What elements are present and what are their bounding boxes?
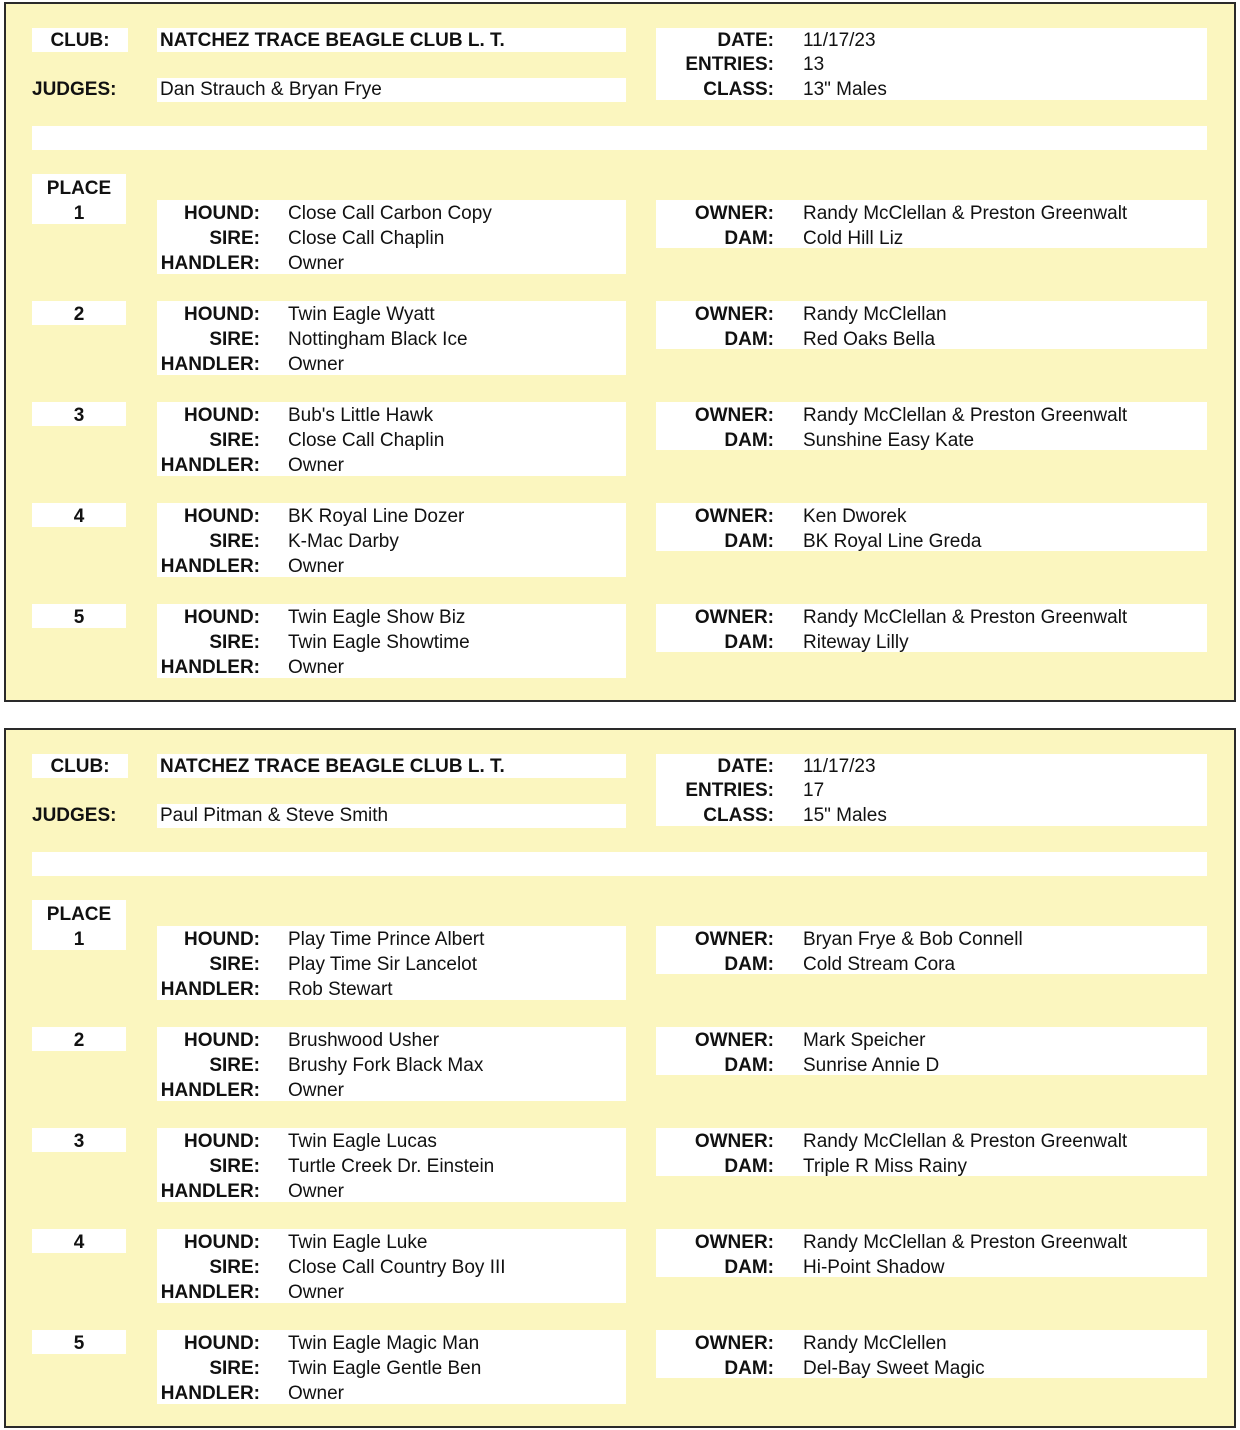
hound-label: HOUND:	[184, 203, 260, 224]
sire-name: K-Mac Darby	[288, 531, 399, 552]
owner-label: OWNER:	[694, 1131, 774, 1152]
entries-label: ENTRIES:	[685, 54, 774, 75]
dam-name: Sunshine Easy Kate	[803, 430, 975, 451]
hound-name: Bub's Little Hawk	[288, 405, 434, 426]
class-label: CLASS:	[703, 805, 774, 826]
place-number: 2	[73, 304, 85, 325]
placement-row	[6, 604, 1234, 684]
dam-name: Cold Stream Cora	[803, 954, 956, 975]
owner-name: Randy McClellan & Preston Greenwalt	[803, 405, 1128, 426]
hound-name: Twin Eagle Wyatt	[288, 304, 435, 325]
hound-name: Twin Eagle Lucas	[288, 1131, 437, 1152]
handler-label: HANDLER:	[160, 979, 260, 1000]
sire-label: SIRE:	[209, 228, 260, 249]
handler-label: HANDLER:	[160, 1383, 260, 1404]
owner-name: Randy McClellan & Preston Greenwalt	[803, 203, 1128, 224]
owner-name: Randy McClellan	[803, 304, 947, 325]
date-value: 11/17/23	[803, 30, 876, 51]
handler-name: Owner	[288, 455, 344, 476]
hound-name: Play Time Prince Albert	[288, 929, 485, 950]
place-header: PLACE	[46, 904, 112, 925]
owner-label: OWNER:	[694, 929, 774, 950]
sire-label: SIRE:	[209, 1358, 260, 1379]
place-number: 5	[73, 1333, 85, 1354]
placement-row	[6, 1027, 1234, 1107]
hound-name: Twin Eagle Magic Man	[288, 1333, 480, 1354]
place-number: 2	[73, 1030, 85, 1051]
separator-bar	[32, 852, 1207, 876]
entries-value: 13	[803, 54, 825, 75]
place-number: 3	[73, 1131, 85, 1152]
dam-label: DAM:	[724, 1055, 774, 1076]
sire-name: Close Call Chaplin	[288, 430, 445, 451]
placement-row	[6, 200, 1234, 280]
handler-name: Owner	[288, 556, 344, 577]
place-number: 4	[73, 506, 85, 527]
place-number: 1	[73, 203, 85, 224]
club-name: NATCHEZ TRACE BEAGLE CLUB L. T.	[160, 756, 505, 777]
owner-label: OWNER:	[694, 1232, 774, 1253]
entries-value: 17	[803, 780, 825, 801]
sire-label: SIRE:	[209, 329, 260, 350]
dam-label: DAM:	[724, 430, 774, 451]
placement-row	[6, 1128, 1234, 1208]
handler-label: HANDLER:	[160, 556, 260, 577]
hound-name: Close Call Carbon Copy	[288, 203, 492, 224]
handler-label: HANDLER:	[160, 354, 260, 375]
owner-name: Randy McClellan & Preston Greenwalt	[803, 1131, 1128, 1152]
sire-name: Nottingham Black Ice	[288, 329, 468, 350]
dam-name: Hi-Point Shadow	[803, 1257, 945, 1278]
sire-name: Play Time Sir Lancelot	[288, 954, 478, 975]
place-header: PLACE	[46, 178, 112, 199]
owner-name: Mark Speicher	[803, 1030, 926, 1051]
owner-name: Randy McClellan & Preston Greenwalt	[803, 607, 1128, 628]
sire-label: SIRE:	[209, 430, 260, 451]
placement-row	[6, 926, 1234, 1006]
dam-name: Sunrise Annie D	[803, 1055, 940, 1076]
sire-name: Turtle Creek Dr. Einstein	[288, 1156, 495, 1177]
result-card-13-inch-males	[4, 2, 1236, 702]
sire-name: Twin Eagle Gentle Ben	[288, 1358, 482, 1379]
result-card-15-inch-males	[4, 728, 1236, 1428]
handler-name: Owner	[288, 657, 344, 678]
judges-label: JUDGES:	[32, 79, 117, 100]
handler-label: HANDLER:	[160, 253, 260, 274]
dam-label: DAM:	[724, 1257, 774, 1278]
judges-names: Paul Pitman & Steve Smith	[160, 805, 389, 826]
dam-label: DAM:	[724, 1358, 774, 1379]
hound-name: Twin Eagle Show Biz	[288, 607, 466, 628]
hound-label: HOUND:	[184, 1232, 260, 1253]
owner-name: Bryan Frye & Bob Connell	[803, 929, 1023, 950]
hound-label: HOUND:	[184, 405, 260, 426]
owner-label: OWNER:	[694, 304, 774, 325]
placement-row	[6, 402, 1234, 482]
dam-name: Triple R Miss Rainy	[803, 1156, 967, 1177]
sire-label: SIRE:	[209, 531, 260, 552]
dam-name: Cold Hill Liz	[803, 228, 904, 249]
dam-label: DAM:	[724, 632, 774, 653]
place-number: 3	[73, 405, 85, 426]
date-label: DATE:	[717, 30, 774, 51]
date-label: DATE:	[717, 756, 774, 777]
owner-label: OWNER:	[694, 203, 774, 224]
dam-label: DAM:	[724, 1156, 774, 1177]
handler-name: Owner	[288, 354, 344, 375]
sire-label: SIRE:	[209, 1055, 260, 1076]
handler-name: Owner	[288, 253, 344, 274]
placement-row	[6, 1229, 1234, 1309]
owner-label: OWNER:	[694, 1333, 774, 1354]
hound-label: HOUND:	[184, 1333, 260, 1354]
handler-name: Owner	[288, 1282, 344, 1303]
hound-label: HOUND:	[184, 929, 260, 950]
handler-label: HANDLER:	[160, 1080, 260, 1101]
judges-label: JUDGES:	[32, 805, 117, 826]
hound-name: Brushwood Usher	[288, 1030, 440, 1051]
owner-label: OWNER:	[694, 607, 774, 628]
handler-name: Rob Stewart	[288, 979, 393, 1000]
handler-name: Owner	[288, 1080, 344, 1101]
sire-label: SIRE:	[209, 632, 260, 653]
class-value: 13" Males	[803, 79, 887, 100]
hound-label: HOUND:	[184, 607, 260, 628]
owner-label: OWNER:	[694, 506, 774, 527]
place-number: 5	[73, 607, 85, 628]
handler-label: HANDLER:	[160, 455, 260, 476]
owner-label: OWNER:	[694, 1030, 774, 1051]
handler-name: Owner	[288, 1383, 344, 1404]
dam-label: DAM:	[724, 954, 774, 975]
sire-label: SIRE:	[209, 1257, 260, 1278]
hound-label: HOUND:	[184, 1030, 260, 1051]
club-name: NATCHEZ TRACE BEAGLE CLUB L. T.	[160, 30, 505, 51]
placement-row	[6, 503, 1234, 583]
handler-label: HANDLER:	[160, 657, 260, 678]
sire-label: SIRE:	[209, 954, 260, 975]
hound-label: HOUND:	[184, 304, 260, 325]
owner-name: Randy McClellan & Preston Greenwalt	[803, 1232, 1128, 1253]
dam-name: Del-Bay Sweet Magic	[803, 1358, 985, 1379]
hound-name: Twin Eagle Luke	[288, 1232, 428, 1253]
date-value: 11/17/23	[803, 756, 876, 777]
dam-label: DAM:	[724, 531, 774, 552]
hound-label: HOUND:	[184, 1131, 260, 1152]
sire-name: Close Call Country Boy III	[288, 1257, 506, 1278]
hound-label: HOUND:	[184, 506, 260, 527]
class-label: CLASS:	[703, 79, 774, 100]
place-number: 4	[73, 1232, 85, 1253]
class-value: 15" Males	[803, 805, 887, 826]
sire-name: Close Call Chaplin	[288, 228, 445, 249]
place-number: 1	[73, 929, 85, 950]
owner-label: OWNER:	[694, 405, 774, 426]
dam-name: BK Royal Line Greda	[803, 531, 982, 552]
handler-label: HANDLER:	[160, 1282, 260, 1303]
sire-name: Brushy Fork Black Max	[288, 1055, 484, 1076]
handler-name: Owner	[288, 1181, 344, 1202]
judges-names: Dan Strauch & Bryan Frye	[160, 79, 382, 100]
dam-name: Red Oaks Bella	[803, 329, 936, 350]
owner-name: Randy McClellen	[803, 1333, 947, 1354]
owner-name: Ken Dworek	[803, 506, 907, 527]
placement-row	[6, 301, 1234, 381]
separator-bar	[32, 126, 1207, 150]
dam-label: DAM:	[724, 228, 774, 249]
club-label: CLUB:	[50, 756, 110, 777]
handler-label: HANDLER:	[160, 1181, 260, 1202]
sire-name: Twin Eagle Showtime	[288, 632, 470, 653]
hound-name: BK Royal Line Dozer	[288, 506, 465, 527]
entries-label: ENTRIES:	[685, 780, 774, 801]
placement-row	[6, 1330, 1234, 1410]
dam-label: DAM:	[724, 329, 774, 350]
club-label: CLUB:	[50, 30, 110, 51]
sire-label: SIRE:	[209, 1156, 260, 1177]
dam-name: Riteway Lilly	[803, 632, 909, 653]
